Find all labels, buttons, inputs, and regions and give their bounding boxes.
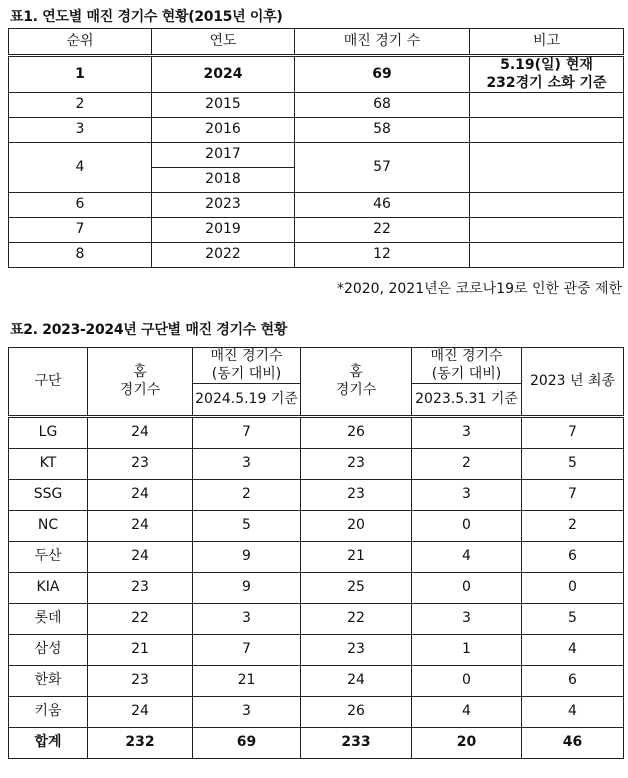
rank-cell: 6 [9, 193, 152, 218]
sold24-cell: 69 [193, 728, 301, 759]
home24-cell: 24 [88, 480, 193, 511]
table-row [9, 573, 624, 604]
sold23-cell: 20 [412, 728, 522, 759]
header-line: (동기 대비) [211, 365, 282, 382]
header-line: 매진 경기수 [430, 348, 503, 364]
table-row [9, 417, 624, 449]
sold24-cell: 9 [193, 542, 301, 573]
final23-cell: 0 [522, 573, 624, 604]
table1-footnote: *2020, 2021년은 코로나19로 인한 관중 제한 [336, 281, 622, 297]
final23-cell: 5 [522, 449, 624, 480]
final23-cell: 7 [522, 480, 624, 511]
year-cell: 2019 [152, 218, 295, 243]
note-cell [470, 218, 624, 243]
rank-cell: 2 [9, 93, 152, 118]
sold23-cell: 0 [412, 511, 522, 542]
table-row [9, 118, 624, 143]
sold23-cell: 4 [412, 697, 522, 728]
note-cell [470, 56, 624, 93]
rank-cell: 8 [9, 243, 152, 268]
sold23-cell: 2 [412, 449, 522, 480]
header-line: 홈 [349, 364, 363, 380]
note-cell [470, 143, 624, 193]
year-cell: 2024 [152, 56, 295, 93]
yearly-sellout-table [8, 28, 624, 268]
rank-cell: 4 [9, 143, 152, 193]
table-row [9, 697, 624, 728]
year-cell: 2017 [152, 143, 295, 168]
final23-cell: 2 [522, 511, 624, 542]
table-row [9, 604, 624, 635]
final23-cell: 4 [522, 697, 624, 728]
table-row [9, 243, 624, 268]
home24-cell: 23 [88, 449, 193, 480]
team-cell: 한화 [9, 666, 88, 697]
home24-cell: 23 [88, 573, 193, 604]
table-row [9, 635, 624, 666]
table-row [9, 511, 624, 542]
header-sellout-2023 [412, 348, 522, 384]
home23-cell: 26 [301, 697, 412, 728]
header-basis-2024: 2024.5.19 기준 [193, 384, 301, 417]
count-cell: 57 [295, 143, 470, 193]
note-line: 5.19(일) 현재 [500, 57, 593, 73]
rank-cell: 1 [9, 56, 152, 93]
final23-cell: 7 [522, 417, 624, 449]
home24-cell: 232 [88, 728, 193, 759]
header-rank: 순위 [9, 29, 152, 56]
home23-cell: 23 [301, 635, 412, 666]
sold23-cell: 1 [412, 635, 522, 666]
count-cell: 58 [295, 118, 470, 143]
table-row [9, 480, 624, 511]
home23-cell: 233 [301, 728, 412, 759]
total-row [9, 728, 624, 759]
sold24-cell: 9 [193, 573, 301, 604]
note-cell [470, 193, 624, 218]
sold23-cell: 3 [412, 604, 522, 635]
count-cell: 46 [295, 193, 470, 218]
table-row [9, 449, 624, 480]
count-cell: 68 [295, 93, 470, 118]
final23-cell: 5 [522, 604, 624, 635]
sold24-cell: 3 [193, 604, 301, 635]
team-cell: 키움 [9, 697, 88, 728]
home24-cell: 21 [88, 635, 193, 666]
header-line: 경기수 [335, 381, 377, 398]
home24-cell: 22 [88, 604, 193, 635]
table-row [9, 143, 624, 168]
rank-cell: 3 [9, 118, 152, 143]
note-line: 232경기 소화 기준 [486, 74, 607, 91]
sold24-cell: 5 [193, 511, 301, 542]
final23-cell: 4 [522, 635, 624, 666]
team-sellout-table [8, 347, 624, 759]
home24-cell: 24 [88, 511, 193, 542]
home23-cell: 23 [301, 480, 412, 511]
header-sellout-2024 [193, 348, 301, 384]
team-cell: 두산 [9, 542, 88, 573]
team-cell: KIA [9, 573, 88, 604]
table1-title: 표1. 연도별 매진 경기수 현황(2015년 이후) [10, 9, 283, 25]
note-cell [470, 118, 624, 143]
header-home-games-2024 [88, 348, 193, 417]
sold24-cell: 3 [193, 697, 301, 728]
home23-cell: 21 [301, 542, 412, 573]
header-team: 구단 [9, 348, 88, 417]
team-cell: LG [9, 417, 88, 449]
count-cell: 12 [295, 243, 470, 268]
home24-cell: 24 [88, 542, 193, 573]
home23-cell: 20 [301, 511, 412, 542]
year-cell: 2022 [152, 243, 295, 268]
table-header-row [9, 348, 624, 384]
sold23-cell: 3 [412, 480, 522, 511]
team-cell: 롯데 [9, 604, 88, 635]
table-row [9, 666, 624, 697]
final23-cell: 6 [522, 666, 624, 697]
header-line: 홈 [133, 364, 147, 380]
home24-cell: 23 [88, 666, 193, 697]
team-cell: NC [9, 511, 88, 542]
home24-cell: 24 [88, 417, 193, 449]
header-note: 비고 [470, 29, 624, 56]
year-cell: 2015 [152, 93, 295, 118]
team-cell: SSG [9, 480, 88, 511]
year-cell: 2018 [152, 168, 295, 193]
table2-title: 표2. 2023-2024년 구단별 매진 경기수 현황 [10, 322, 288, 338]
count-cell: 22 [295, 218, 470, 243]
year-cell: 2016 [152, 118, 295, 143]
header-sellout-count: 매진 경기 수 [295, 29, 470, 56]
rank-cell: 7 [9, 218, 152, 243]
team-cell: 삼성 [9, 635, 88, 666]
home23-cell: 24 [301, 666, 412, 697]
sold24-cell: 7 [193, 417, 301, 449]
table-row [9, 193, 624, 218]
sold24-cell: 2 [193, 480, 301, 511]
table-row [9, 542, 624, 573]
header-final-2023: 2023 년 최종 [522, 348, 624, 417]
team-cell: 합계 [9, 728, 88, 759]
sold24-cell: 7 [193, 635, 301, 666]
table-row [9, 218, 624, 243]
sold24-cell: 21 [193, 666, 301, 697]
table-row [9, 93, 624, 118]
header-home-games-2023 [301, 348, 412, 417]
table-header-row [9, 29, 624, 56]
note-cell [470, 93, 624, 118]
final23-cell: 6 [522, 542, 624, 573]
sold23-cell: 3 [412, 417, 522, 449]
final23-cell: 46 [522, 728, 624, 759]
home23-cell: 25 [301, 573, 412, 604]
sold23-cell: 4 [412, 542, 522, 573]
header-line: (동기 대비) [431, 365, 502, 382]
home24-cell: 24 [88, 697, 193, 728]
home23-cell: 26 [301, 417, 412, 449]
header-year: 연도 [152, 29, 295, 56]
home23-cell: 23 [301, 449, 412, 480]
year-cell: 2023 [152, 193, 295, 218]
count-cell: 69 [295, 56, 470, 93]
home23-cell: 22 [301, 604, 412, 635]
header-line: 매진 경기수 [210, 348, 283, 364]
table-row [9, 56, 624, 93]
header-line: 경기수 [119, 381, 161, 398]
header-basis-2023: 2023.5.31 기준 [412, 384, 522, 417]
note-cell [470, 243, 624, 268]
sold23-cell: 0 [412, 573, 522, 604]
sold23-cell: 0 [412, 666, 522, 697]
team-cell: KT [9, 449, 88, 480]
sold24-cell: 3 [193, 449, 301, 480]
